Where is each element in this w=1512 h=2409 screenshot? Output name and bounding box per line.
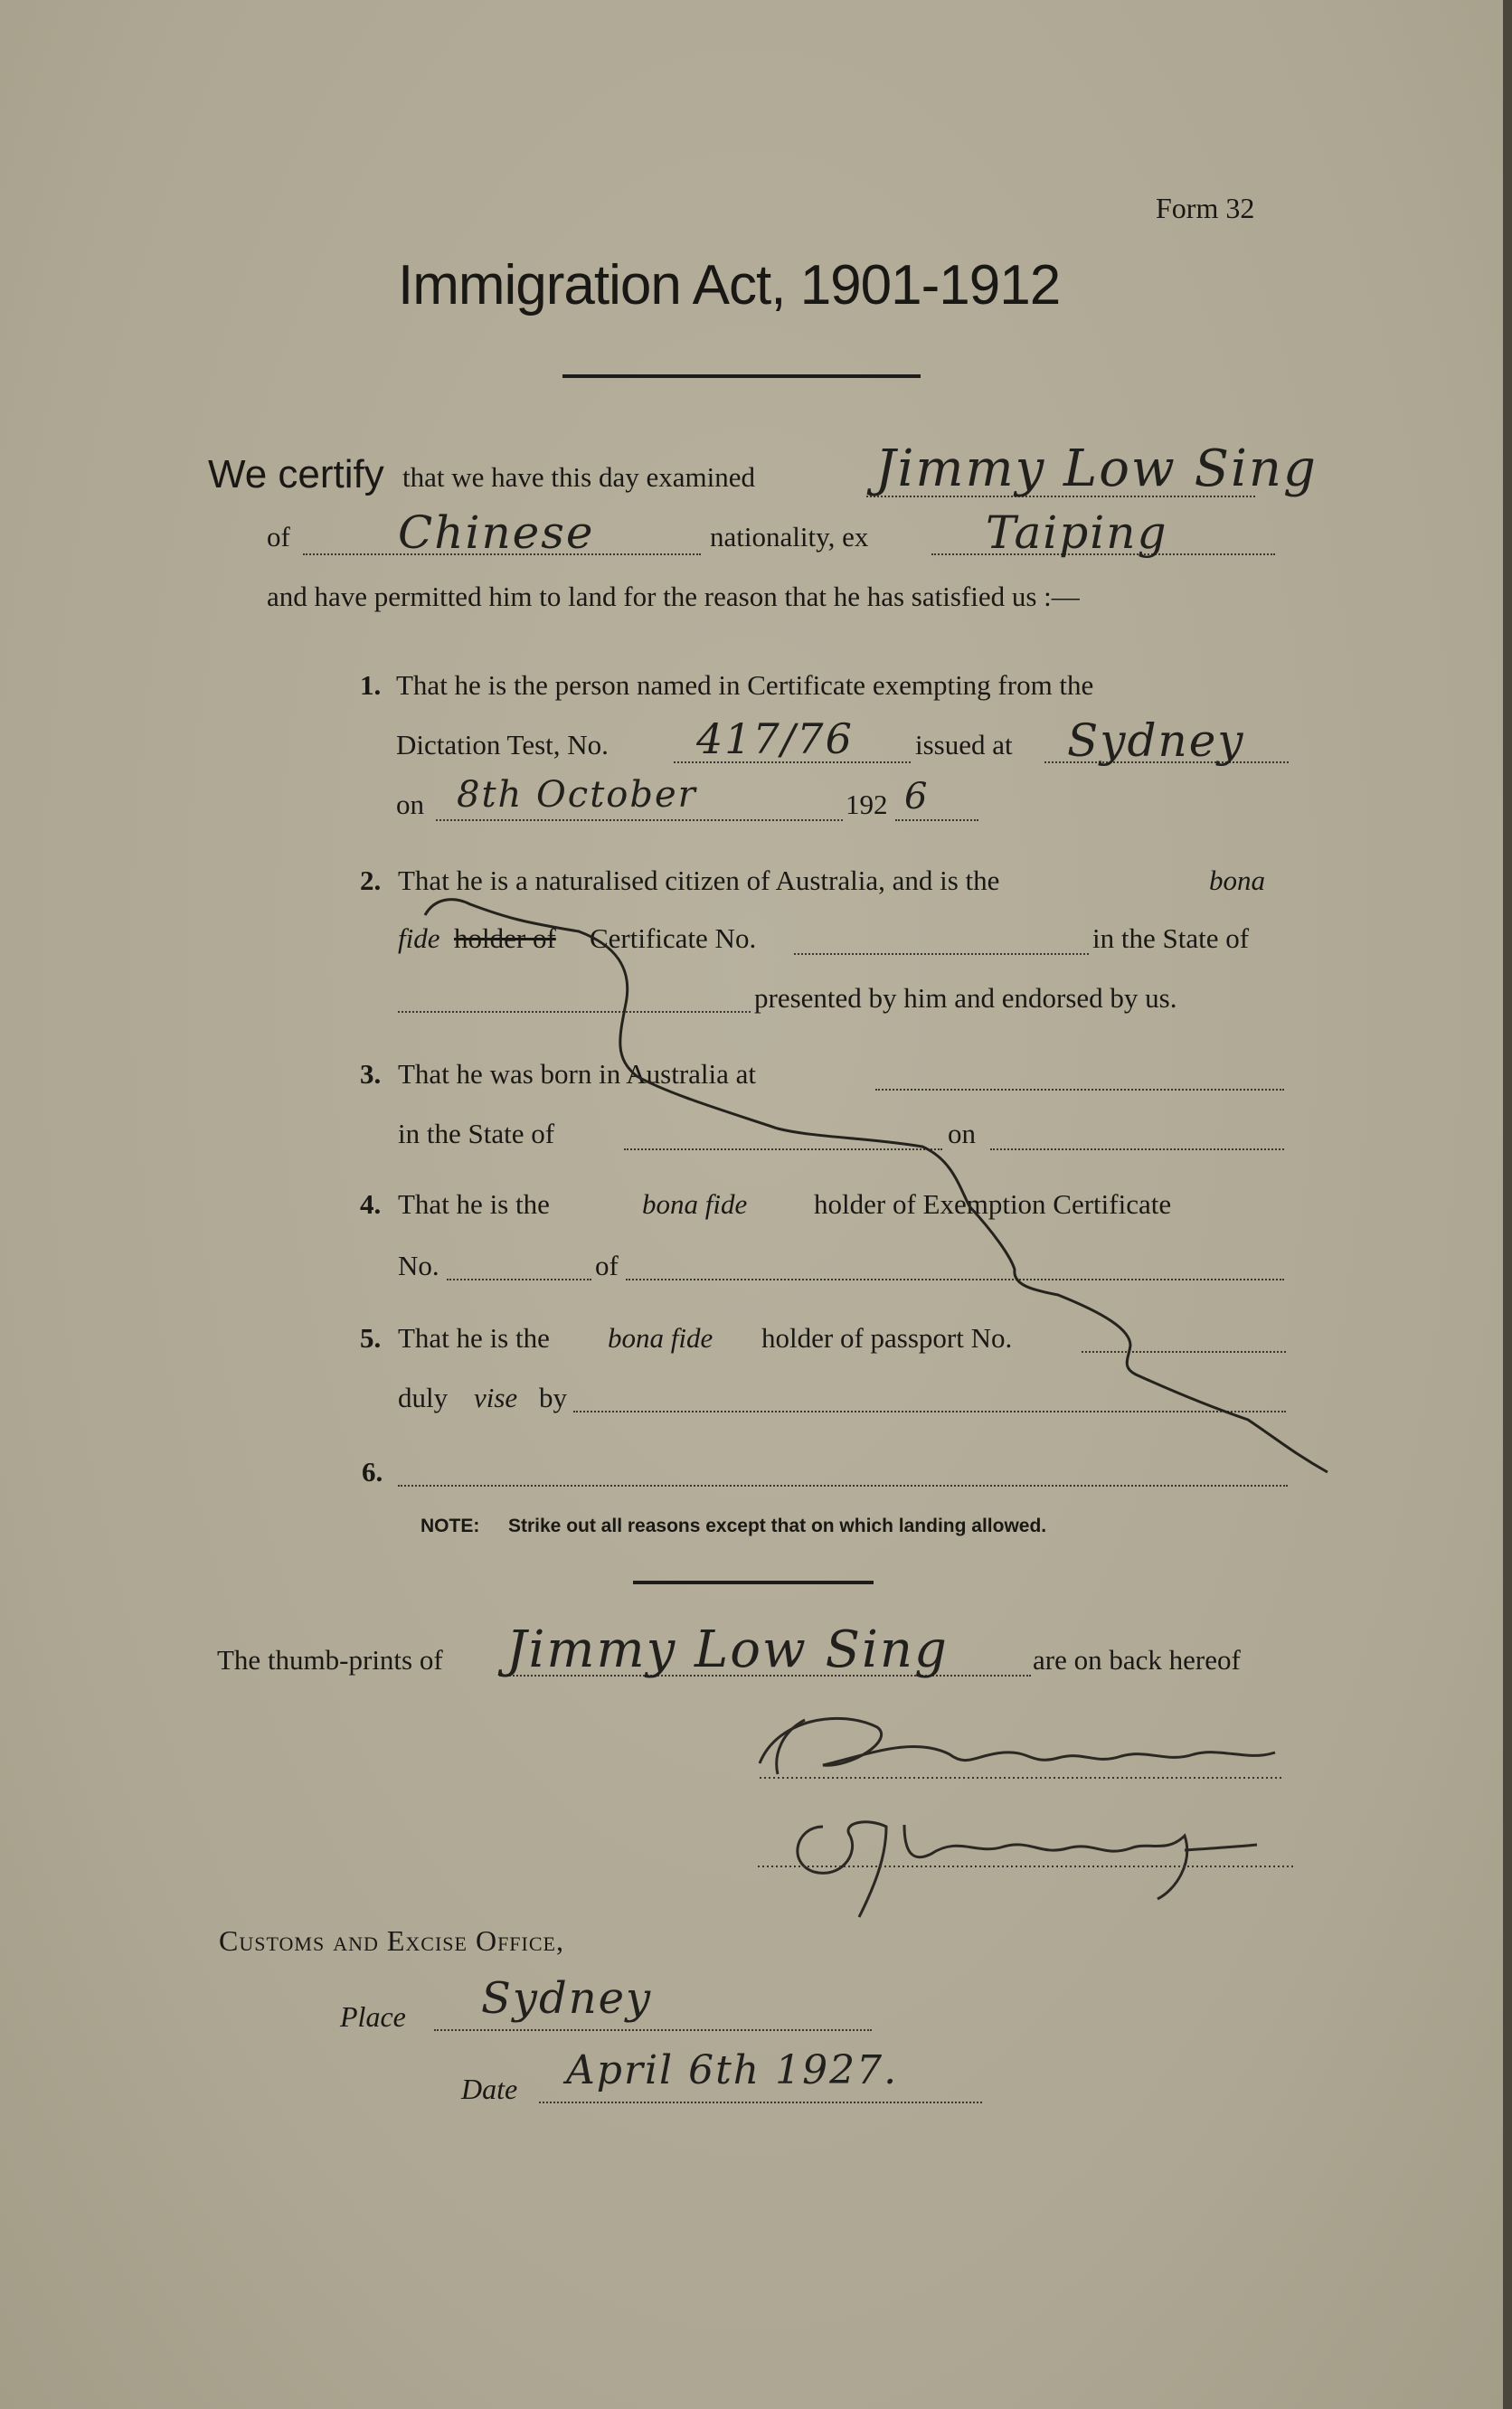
reason-2-certificate-label: Certificate No. — [590, 922, 757, 954]
place-line — [434, 2029, 872, 2031]
reason-1-number: 1. — [360, 669, 382, 701]
reason-2-line-3: presented by him and endorsed by us. — [754, 982, 1177, 1014]
date-handwritten: April 6th 1927. — [566, 2047, 899, 2093]
thumbprints-text-b: are on back hereof — [1033, 1644, 1241, 1676]
reason-4-of-label: of — [595, 1250, 619, 1281]
certificate-year-line — [895, 819, 978, 821]
issued-at-handwritten: Sydney — [1067, 714, 1245, 767]
reason-1-line-1: That he is the person named in Certificate exempting from the — [396, 669, 1094, 701]
reason-6-number: 6. — [362, 1456, 383, 1488]
nationality-label: nationality, ex — [710, 521, 869, 553]
intro-text-1: that we have this day examined — [402, 461, 755, 493]
reason-4-number-line — [447, 1279, 591, 1280]
officer-signature-1 — [742, 1700, 1302, 1800]
reason-5-number: 5. — [360, 1322, 382, 1354]
reason-4-text-c: holder of Exemption Certificate — [814, 1188, 1172, 1220]
reason-3-on-label: on — [948, 1118, 976, 1149]
certificate-date-handwritten: 8th October — [457, 774, 697, 816]
nationality-handwritten: Chinese — [398, 506, 595, 559]
reason-5-text-c: holder of passport No. — [761, 1322, 1013, 1354]
reason-4-of-line — [626, 1279, 1284, 1280]
note-rule — [633, 1581, 874, 1584]
reason-2-state-line — [398, 1011, 751, 1013]
reason-3-state-label: in the State of — [398, 1118, 555, 1149]
reason-5-bona-fide: bona fide — [608, 1322, 713, 1354]
reason-6-line — [398, 1485, 1288, 1487]
issued-at-label: issued at — [915, 729, 1013, 760]
reason-5-passport-line — [1082, 1351, 1286, 1353]
thumbprints-name-handwritten: Jimmy Low Sing — [506, 1620, 949, 1679]
certificate-number-handwritten: 417/76 — [696, 714, 854, 763]
place-label: Place — [340, 2000, 406, 2033]
reason-2-fide: fide — [398, 922, 440, 954]
certificate-date-line — [436, 819, 843, 821]
reason-5-by-label: by — [539, 1382, 567, 1413]
certificate-year-prefix: 192 — [846, 789, 888, 820]
examined-name-handwritten: Jimmy Low Sing — [875, 439, 1318, 498]
reason-3-number: 3. — [360, 1058, 382, 1090]
reason-2-holder-of-struck: holder of — [454, 922, 556, 954]
customs-office-title: Customs and Excise Office, — [219, 1924, 564, 1957]
intro-text-2: and have permitted him to land for the reason that he has satisfied us :— — [267, 581, 1080, 612]
reason-5-duly-label: duly — [398, 1382, 449, 1413]
reason-4-no-label: No. — [398, 1250, 439, 1281]
reason-2-bona: bona — [1209, 864, 1265, 896]
officer-signature-2 — [751, 1800, 1311, 1926]
reason-1-on-label: on — [396, 789, 424, 820]
reason-2-state-label: in the State of — [1092, 922, 1250, 954]
reason-4-number: 4. — [360, 1188, 382, 1220]
reason-3-line-1: That he was born in Australia at — [398, 1058, 757, 1090]
date-label: Date — [461, 2073, 518, 2105]
ship-handwritten: Taiping — [986, 506, 1168, 559]
note-label: NOTE: — [421, 1516, 480, 1536]
reason-2-line-1: That he is a naturalised citizen of Australia, and is the — [398, 864, 1000, 896]
of-label: of — [267, 521, 290, 553]
reason-3-date-line — [990, 1148, 1284, 1150]
reason-4-bona-fide: bona fide — [642, 1188, 748, 1220]
note-text: Strike out all reasons except that on which landing allowed. — [508, 1516, 1047, 1536]
reason-5-vise-line — [573, 1411, 1286, 1412]
reason-4-text-a: That he is the — [398, 1188, 550, 1220]
we-certify-lead: We certify — [208, 452, 384, 496]
certificate-year-handwritten: 6 — [904, 776, 930, 817]
reason-2-certificate-line — [794, 953, 1089, 955]
reason-5-vise-label: vise — [474, 1382, 518, 1413]
thumbprints-text-a: The thumb-prints of — [217, 1644, 443, 1676]
reason-1-dictation-label: Dictation Test, No. — [396, 729, 609, 760]
reason-3-state-line — [624, 1148, 942, 1150]
reason-3-born-at-line — [875, 1089, 1284, 1091]
form-number: Form 32 — [1156, 192, 1255, 224]
document-title: Immigration Act, 1901-1912 — [398, 254, 1061, 316]
place-handwritten: Sydney — [481, 1973, 653, 2024]
reason-5-text-a: That he is the — [398, 1322, 550, 1354]
date-line — [539, 2102, 982, 2103]
title-rule — [562, 374, 921, 378]
reason-2-number: 2. — [360, 864, 382, 896]
